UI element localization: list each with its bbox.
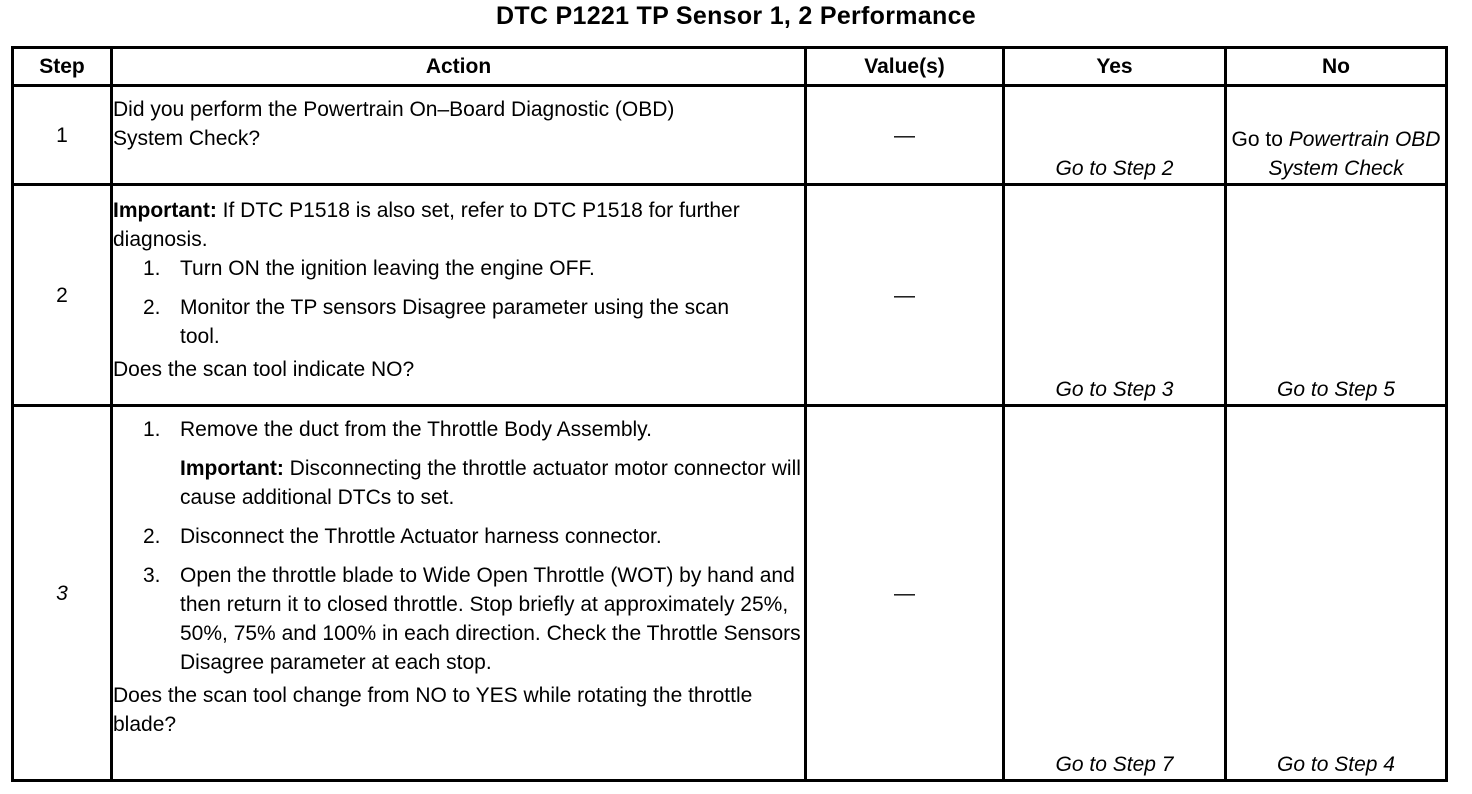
yes-cell: Go to Step 7: [1004, 406, 1226, 781]
step-number: 3: [13, 406, 112, 781]
list-item-number: 3.: [143, 564, 161, 587]
important-text: If DTC P1518 is also set, refer to DTC P1518 for further diagnosis.: [113, 199, 740, 251]
list-item-text: Disconnect the Throttle Actuator harness connector.: [180, 525, 662, 548]
list-item: [113, 293, 804, 351]
action-cell: [112, 86, 806, 185]
action-cell: [112, 406, 806, 781]
question-text: Does the scan tool indicate NO?: [113, 358, 415, 381]
action-cell: [112, 185, 806, 406]
header-action: Action: [112, 48, 806, 86]
page-title: DTC P1221 TP Sensor 1, 2 Performance: [496, 2, 976, 30]
header-step: Step: [13, 48, 112, 86]
list-item: [113, 561, 804, 677]
list-item: [113, 415, 804, 512]
step-number: 2: [13, 185, 112, 406]
question-text: Does the scan tool change from NO to YES while rotating the throttle blade?: [113, 684, 753, 736]
list-item-text: Open the throttle blade to Wide Open Throttle (WOT) by hand and then return it to closed throttle. Stop briefly at approximately 25%, 50%, 75% and 100% in each direction. Check the Throttle Sensors Disagree parameter at each stop.: [180, 564, 801, 674]
list-item-text: Remove the duct from the Throttle Body Assembly.: [180, 418, 652, 441]
instruction-list: [113, 254, 804, 351]
value-cell: —: [806, 406, 1004, 781]
diagnostic-table: [11, 46, 1448, 782]
important-label: Important:: [180, 457, 284, 480]
yes-cell: Go to Step 2: [1004, 86, 1226, 185]
no-link: Powertrain OBD System Check: [1268, 128, 1441, 180]
no-cell: Go to Step 4: [1226, 406, 1447, 781]
important-note: [180, 454, 804, 512]
table-row: [13, 406, 1447, 781]
important-note: [113, 196, 804, 254]
action-text: Did you perform the Powertrain On–Board Diagnostic (OBD) System Check?: [113, 98, 675, 150]
yes-cell: Go to Step 3: [1004, 185, 1226, 406]
list-item-text: Turn ON the ignition leaving the engine OFF.: [180, 257, 595, 280]
step-number: 1: [13, 86, 112, 185]
list-item-text: Monitor the TP sensors Disagree parameter using the scan tool.: [180, 296, 730, 348]
list-item: [113, 254, 804, 283]
header-values: Value(s): [806, 48, 1004, 86]
no-cell: Go to Step 5: [1226, 185, 1447, 406]
important-label: Important:: [113, 199, 217, 222]
table-row: [13, 185, 1447, 406]
list-item: [113, 522, 804, 551]
important-text: Disconnecting the throttle actuator motor connector will cause additional DTCs to set.: [180, 457, 801, 509]
no-cell: [1226, 86, 1447, 185]
instruction-list: [113, 415, 804, 677]
table-header-row: [13, 48, 1447, 86]
table-row: [13, 86, 1447, 185]
no-prefix: Go to: [1231, 128, 1283, 151]
list-item-number: 2.: [143, 525, 161, 548]
value-cell: —: [806, 185, 1004, 406]
list-item-number: 1.: [143, 257, 161, 280]
header-yes: Yes: [1004, 48, 1226, 86]
header-no: No: [1226, 48, 1447, 86]
list-item-number: 2.: [143, 296, 161, 319]
value-cell: —: [806, 86, 1004, 185]
list-item-number: 1.: [143, 418, 161, 441]
